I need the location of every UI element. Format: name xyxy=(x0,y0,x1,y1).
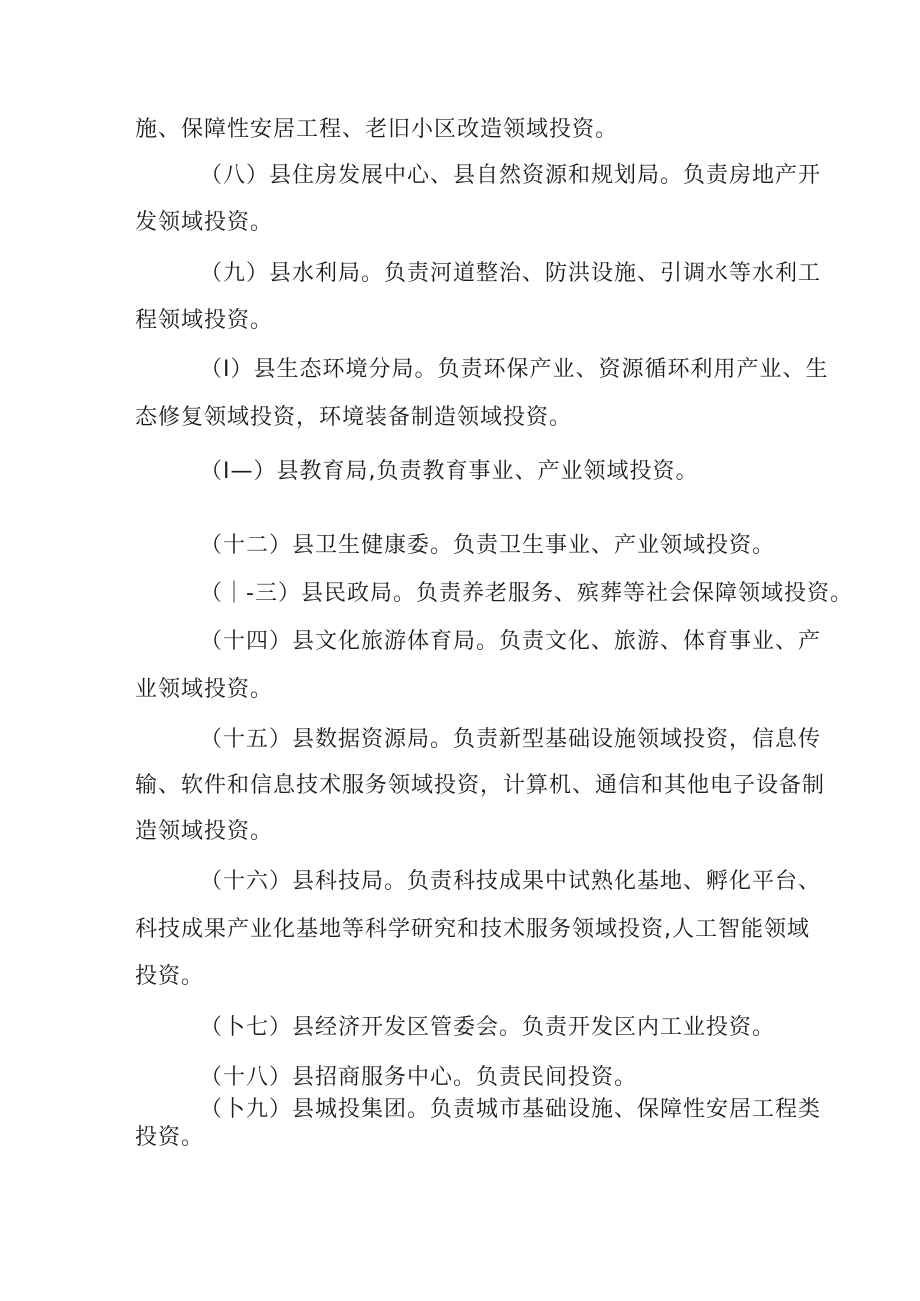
text-line: （｜-三）县民政局。负责养老服务、殡葬等社会保障领域投资。 xyxy=(200,581,853,606)
text-line: 施、保障性安居工程、老旧小区改造领域投资。 xyxy=(135,117,619,142)
text-line: 输、软件和信息技术服务领域投资，计算机、通信和其他电子设备制 xyxy=(135,773,826,798)
text-line: （十二）县卫生健康委。负责卫生事业、产业领域投资。 xyxy=(200,533,776,558)
text-line: （十四）县文化旅游体育局。负责文化、旅游、体育事业、产 xyxy=(200,629,822,654)
text-line: 态修复领域投资，环境装备制造领域投资。 xyxy=(135,405,573,430)
text-line: （I—）县教育局,负责教育事业、产业领域投资。 xyxy=(200,459,699,484)
text-line: 发领域投资。 xyxy=(135,210,274,235)
text-line: 投资。 xyxy=(135,1125,205,1150)
text-line: 科技成果产业化基地等科学研究和技术服务领域投资,人工智能领域 xyxy=(135,917,810,942)
text-line: （卜七）县经济开发区管委会。负责开发区内工业投资。 xyxy=(200,1015,776,1040)
text-line: 投资。 xyxy=(135,964,205,989)
text-line: （八）县住房发展中心、县自然资源和规划局。负责房地产开 xyxy=(200,163,822,188)
text-line: （十六）县科技局。负责科技成果中试熟化基地、孵化平台、 xyxy=(200,869,822,894)
text-line: （九）县水利局。负责河道整治、防洪设施、引调水等水利工 xyxy=(200,261,822,286)
text-line: 程领域投资。 xyxy=(135,308,274,333)
text-line: 造领域投资。 xyxy=(135,819,274,844)
text-line: （十八）县招商服务中心。负责民间投资。 xyxy=(200,1065,638,1090)
text-line: （I）县生态环境分局。负责环保产业、资源循环利用产业、生 xyxy=(200,357,829,382)
text-line: 业领域投资。 xyxy=(135,677,274,702)
text-line: （十五）县数据资源局。负责新型基础设施领域投资，信息传 xyxy=(200,727,822,752)
text-line: （卜九）县城投集团。负责城市基础设施、保障性安居工程类 xyxy=(200,1097,822,1122)
